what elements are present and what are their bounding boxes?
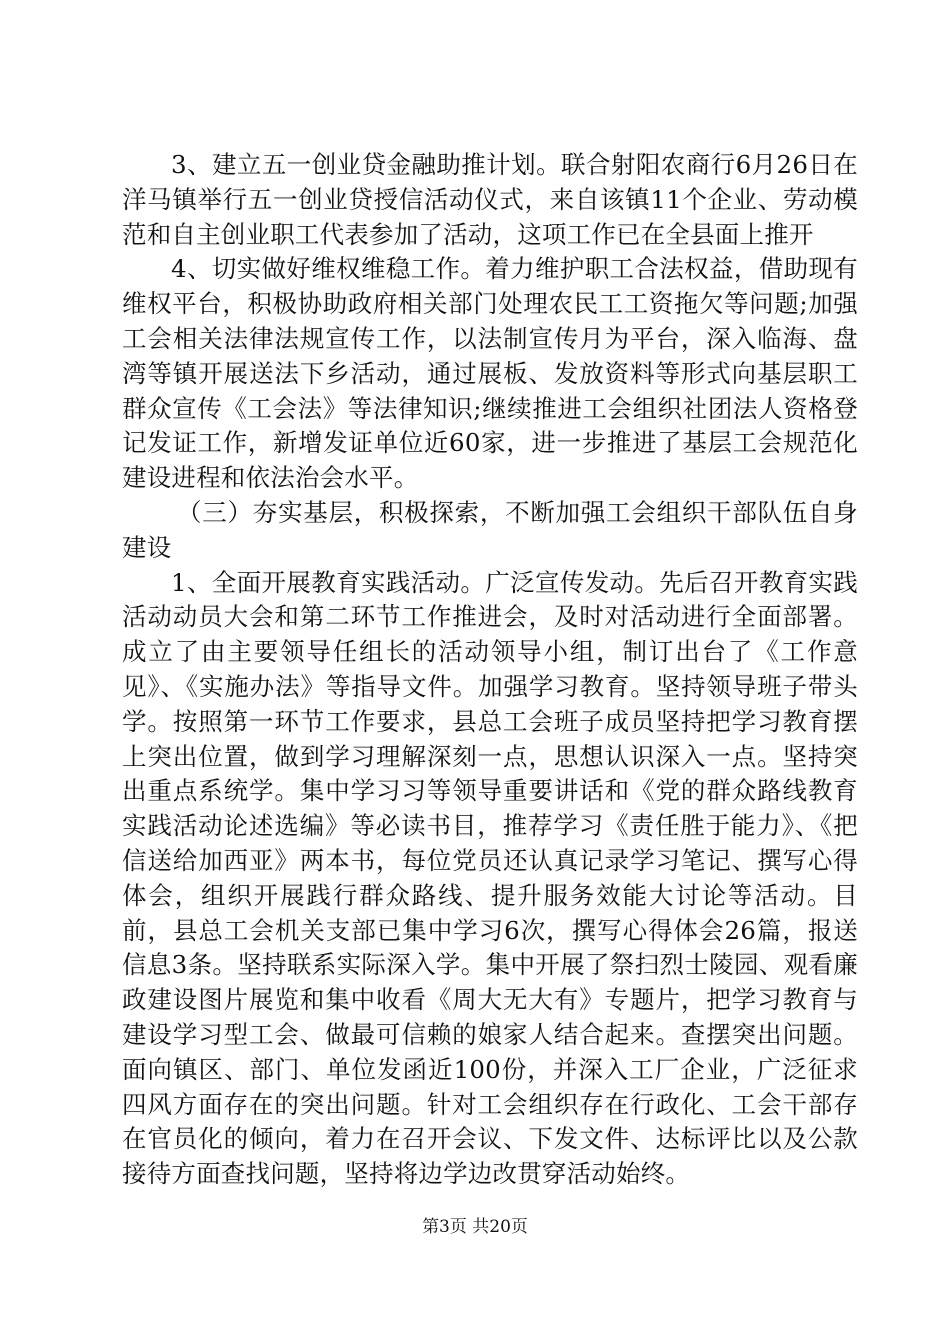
paragraph-rights-protection: 4、切实做好维权维稳工作。着力维护职工合法权益，借助现有维权平台，积极协助政府相关部门处理农民工工资拖欠等问题;加强工会相关法律法规宣传工作，以法制宣传月为平台，深入临海、盘湾等镇开展送法下乡活动，通过展板、发放资料等形式向基层职工群众宣传《工会法》等法律知识;继续推进工会组织社团法人资格登记发证工作，新增发证单位近60家，进一步推进了基层工会规范化建设进程和依法治会水平。 <box>122 254 858 493</box>
paragraph-microloan: 3、建立五一创业贷金融助推计划。联合射阳农商行6月26日在洋马镇举行五一创业贷授信活动仪式，来自该镇11个企业、劳动模范和自主创业职工代表参加了活动，这项工作已在全县面上推开 <box>122 150 858 249</box>
paragraph-education-practice: 1、全面开展教育实践活动。广泛宣传发动。先后召开教育实践活动动员大会和第二环节工作推进会，及时对活动进行全面部署。成立了由主要领导任组长的活动领导小组，制订出台了《工作意见》、《实施办法》等指导文件。加强学习教育。坚持领导班子带头学。按照第一环节工作要求，县总工会班子成员坚持把学习教育摆上突出位置，做到学习理解深刻一点，思想认识深入一点。坚持突出重点系统学。集中学习习等领导重要讲话和《党的群众路线教育实践活动论述选编》等必读书目，推荐学习《责任胜于能力》、《把信送给加西亚》两本书，每位党员还认真记录学习笔记、撰写心得体会，组织开展践行群众路线、提升服务效能大讨论等活动。目前，县总工会机关支部已集中学习6次，撰写心得体会26篇，报送信息3条。坚持联系实际深入学。集中开展了祭扫烈士陵园、观看廉政建设图片展览和集中收看《周大无大有》专题片，把学习教育与建设学习型工会、做最可信赖的娘家人结合起来。查摆突出问题。面向镇区、部门、单位发函近100份，并深入工厂企业，广泛征求四风方面存在的突出问题。针对工会组织存在行政化、工会干部存在官员化的倾向，着力在召开会议、下发文件、达标评比以及公款接待方面查找问题，坚持将边学边改贯穿活动始终。 <box>122 567 858 1189</box>
page-footer: 第3页 共20页 <box>422 1217 528 1237</box>
document-body <box>122 148 858 1192</box>
section-heading-grassroots: （三）夯实基层，积极探索，不断加强工会组织干部队伍自身建设 <box>122 497 858 562</box>
